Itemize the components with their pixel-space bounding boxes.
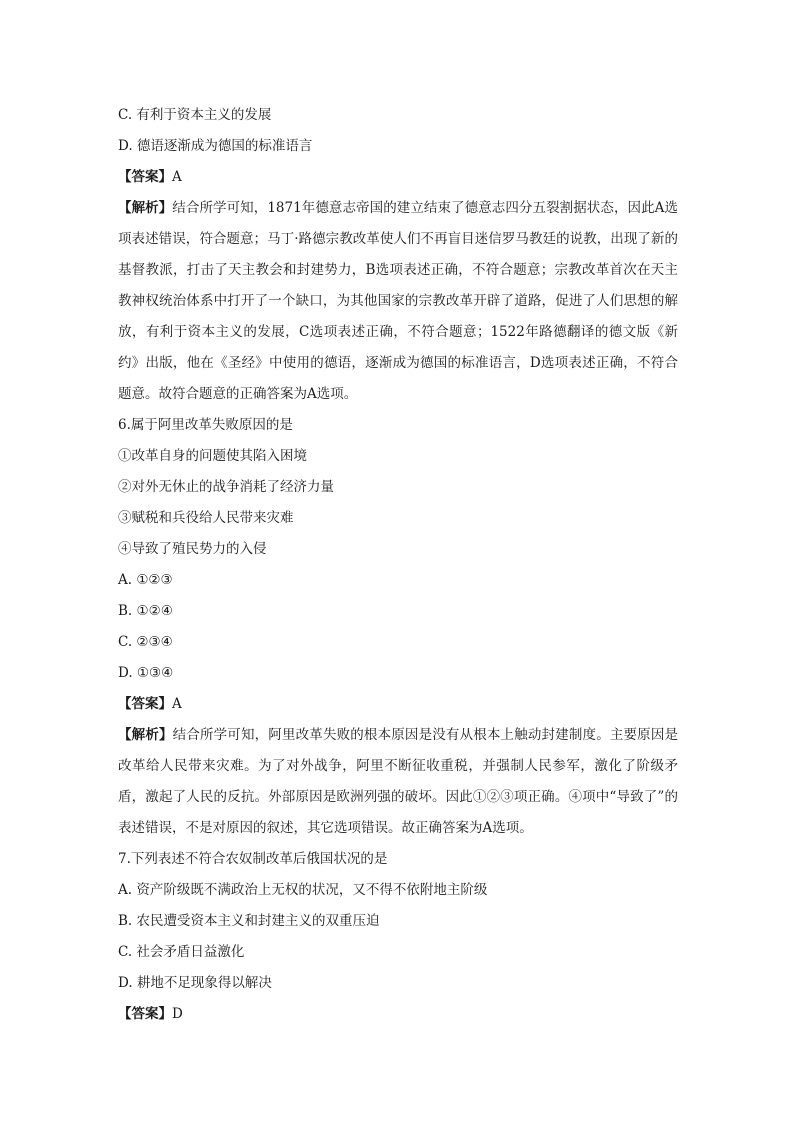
- page-content: [118, 100, 678, 1030]
- q6-item-2: ②对外无休止的战争消耗了经济力量: [118, 479, 334, 495]
- answer-label: 【答案】: [118, 696, 172, 712]
- q6-option-a: A. ①②③: [118, 572, 173, 588]
- analysis-label: 【解析】: [118, 200, 173, 216]
- q5-option-c: C. 有利于资本主义的发展: [118, 107, 272, 123]
- q6-item-3: ③赋税和兵役给人民带来灾难: [118, 510, 294, 526]
- q6-item-4: ④导致了殖民势力的入侵: [118, 541, 267, 557]
- answer-label: 【答案】: [118, 169, 172, 185]
- q6-item-1: ①改革自身的问题使其陷入困境: [118, 448, 307, 464]
- q6-stem: 6.属于阿里改革失败原因的是: [118, 417, 293, 433]
- q6-analysis: [118, 720, 678, 844]
- analysis-label: 【解析】: [118, 727, 173, 743]
- q6-option-d: D. ①③④: [118, 665, 174, 681]
- q7-stem: 7.下列表述不符合农奴制改革后俄国状况的是: [118, 851, 388, 867]
- answer-label: 【答案】: [118, 1006, 172, 1022]
- q5-answer: [118, 162, 678, 193]
- analysis-text: 结合所学可知，1871年德意志帝国的建立结束了德意志四分五裂割据状态，因此A选项表述错误，符合题意；马丁·路德宗教改革使人们不再盲目迷信罗马教廷的说教，出现了新的基督教派，打击了天主教会和封建势力，B选项表述正确，不符合题意；宗教改革首次在天主教神权统治体系中打开了一个缺口，为其他国家的宗教改革开辟了道路，促进了人们思想的解放，有利于资本主义的发展，C选项表述正确，不符合题意；1522年路德翻译的德文版《新约》出版，他在《圣经》中使用的德语，逐渐成为德国的标准语言，D选项表述正确，不符合题意。故符合题意的正确答案为A选项。: [118, 200, 678, 402]
- q5-option-d: D. 德语逐渐成为德国的标准语言: [118, 138, 313, 154]
- q6-option-c: C. ②③④: [118, 634, 173, 650]
- q7-option-d: D. 耕地不足现象得以解决: [118, 975, 272, 991]
- q7-option-c: C. 社会矛盾日益激化: [118, 944, 245, 960]
- answer-value: A: [172, 696, 182, 712]
- q6-option-b: B. ①②④: [118, 603, 173, 619]
- q5-analysis: [118, 193, 678, 410]
- q7-answer: [118, 999, 678, 1030]
- answer-value: D: [172, 1006, 183, 1022]
- q6-answer: [118, 689, 678, 720]
- q7-option-a: A. 资产阶级既不满政治上无权的状况，又不得不依附地主阶级: [118, 882, 488, 898]
- analysis-text: 结合所学可知，阿里改革失败的根本原因是没有从根本上触动封建制度。主要原因是改革给人民带来灾难。为了对外战争，阿里不断征收重税，并强制人民参军，激化了阶级矛盾，激起了人民的反抗。外部原因是欧洲列强的破坏。因此①②③项正确。④项中“导致了”的表述错误，不是对原因的叙述，其它选项错误。故正确答案为A选项。: [118, 727, 679, 836]
- answer-value: A: [172, 169, 182, 185]
- q7-option-b: B. 农民遭受资本主义和封建主义的双重压迫: [118, 913, 380, 929]
